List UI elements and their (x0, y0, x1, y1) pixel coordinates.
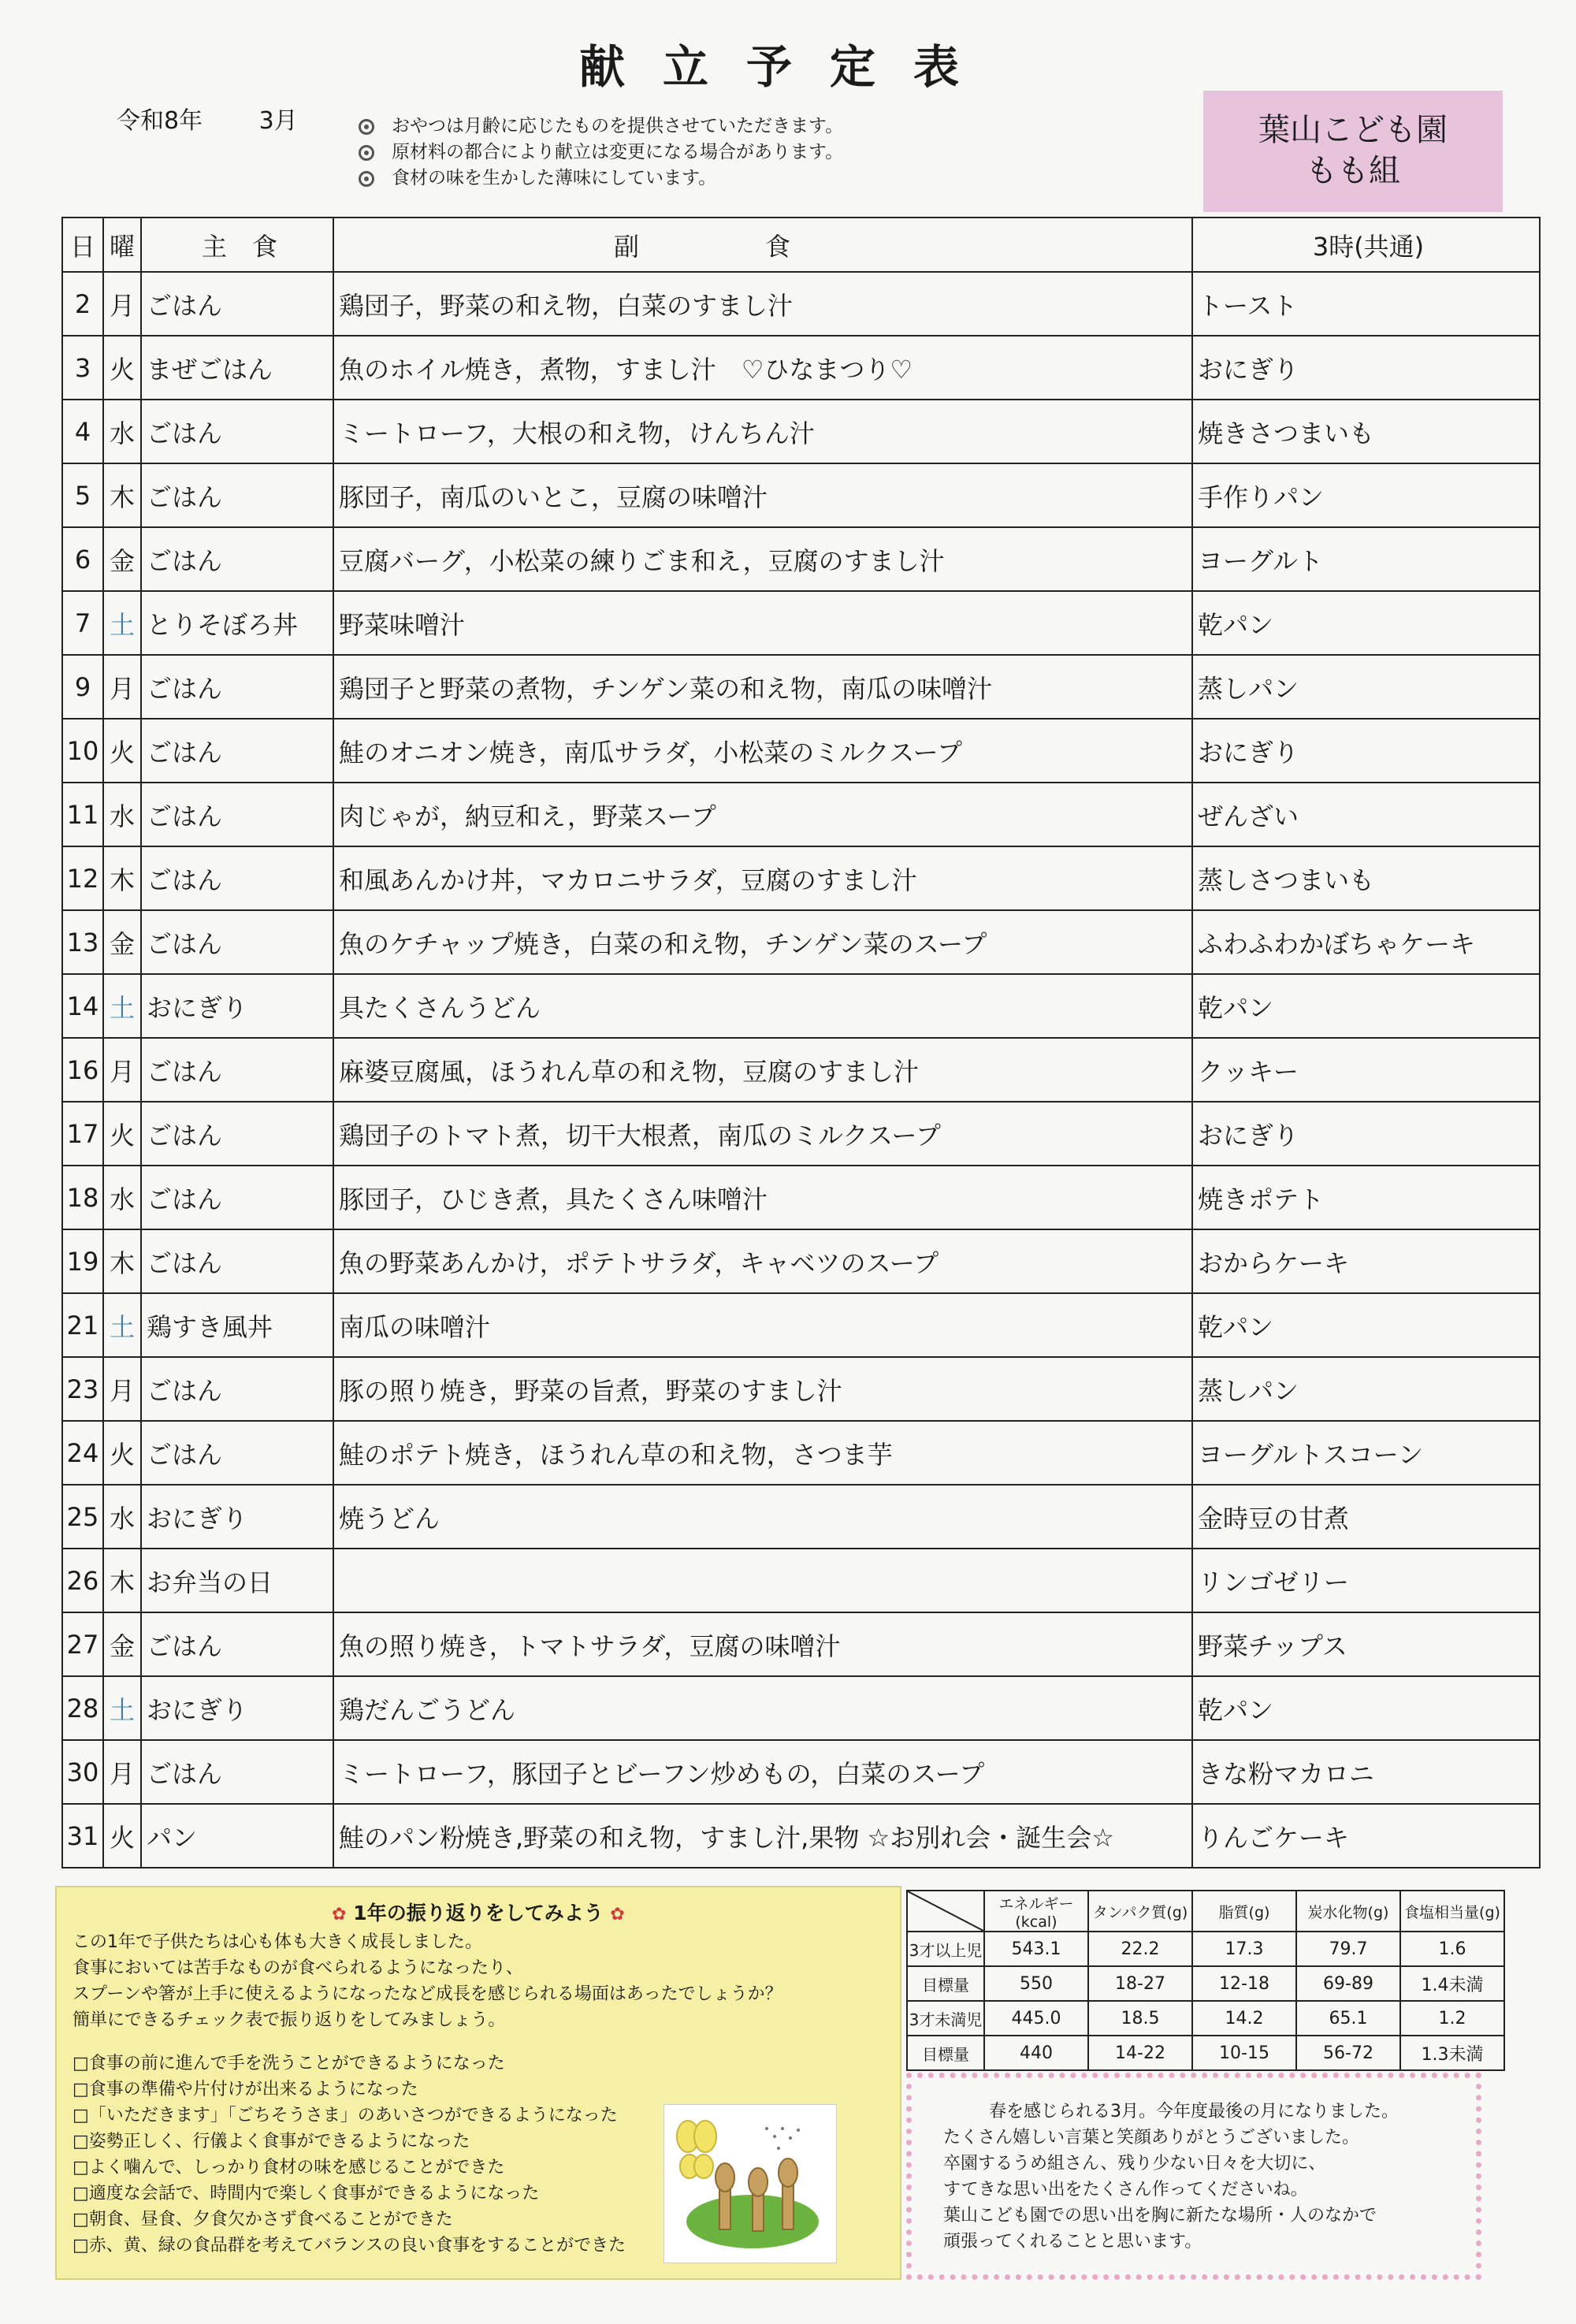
menu-snack: きな粉マカロニ (1192, 1740, 1540, 1804)
nutrition-row (907, 1966, 1504, 2001)
header-side: 副食 (333, 218, 1192, 272)
menu-row (62, 591, 1540, 655)
era-year: 令和8年 (117, 107, 203, 135)
menu-day: 25 (62, 1485, 103, 1549)
nutrition-row-label: 目標量 (907, 1966, 984, 2001)
menu-weekday: 木 (103, 846, 141, 910)
checklist-item: □姿勢正しく、行儀よく食事ができるようになった (72, 2132, 470, 2151)
menu-main: ごはん (141, 783, 333, 846)
menu-side: 魚の照り焼き，トマトサラダ，豆腐の味噌汁 (333, 1612, 1192, 1676)
menu-side: 豚の照り焼き，野菜の旨煮，野菜のすまし汁 (333, 1357, 1192, 1421)
nutrition-header: エネルギー(kcal) (984, 1891, 1088, 1932)
menu-main: おにぎり (141, 974, 333, 1038)
menu-row (62, 1676, 1540, 1740)
nutrition-value: 22.2 (1088, 1932, 1192, 1966)
menu-row (62, 527, 1540, 591)
menu-day: 27 (62, 1612, 103, 1676)
bullet-icon (359, 119, 374, 135)
nutrition-header: 脂質(g) (1192, 1891, 1296, 1932)
menu-row (62, 1740, 1540, 1804)
nutrition-value: 12-18 (1192, 1966, 1296, 2001)
menu-weekday: 木 (103, 1229, 141, 1293)
month: 3月 (258, 107, 298, 135)
menu-side: 鮭のオニオン焼き，南瓜サラダ，小松菜のミルクスープ (333, 719, 1192, 783)
menu-side (333, 1549, 1192, 1612)
menu-weekday: 金 (103, 1612, 141, 1676)
menu-row (62, 1549, 1540, 1612)
menu-weekday: 土 (103, 1676, 141, 1740)
menu-day: 21 (62, 1293, 103, 1357)
menu-snack: 焼きさつまいも (1192, 400, 1540, 463)
nutrition-value: 1.4未満 (1400, 1966, 1504, 2001)
nutrition-header: 炭水化物(g) (1296, 1891, 1400, 1932)
menu-day: 26 (62, 1549, 103, 1612)
nutrition-header-row (907, 1891, 1504, 1932)
horsetail-illustration (663, 2104, 837, 2263)
menu-row (62, 1421, 1540, 1485)
menu-snack: クッキー (1192, 1038, 1540, 1102)
menu-day: 13 (62, 910, 103, 974)
menu-main: ごはん (141, 400, 333, 463)
menu-side: 鮭のポテト焼き，ほうれん草の和え物，さつま芋 (333, 1421, 1192, 1485)
menu-day: 3 (62, 336, 103, 400)
menu-snack: りんごケーキ (1192, 1804, 1540, 1868)
menu-main: ごはん (141, 463, 333, 527)
menu-day: 16 (62, 1038, 103, 1102)
menu-day: 19 (62, 1229, 103, 1293)
menu-day: 9 (62, 655, 103, 719)
menu-main: パン (141, 1804, 333, 1868)
message-line: 頑張ってくれることと思います。 (943, 2232, 1202, 2251)
diagonal-line-icon (908, 1891, 983, 1931)
menu-weekday: 金 (103, 527, 141, 591)
menu-row (62, 272, 1540, 336)
menu-snack: おにぎり (1192, 336, 1540, 400)
nutrition-value: 56-72 (1296, 2036, 1400, 2070)
menu-row (62, 1229, 1540, 1293)
menu-day: 7 (62, 591, 103, 655)
header-weekday: 曜 (103, 218, 141, 272)
menu-weekday: 金 (103, 910, 141, 974)
message-line: 葉山こども園での思い出を胸に新たな場所・人のなかで (943, 2206, 1377, 2225)
menu-day: 23 (62, 1357, 103, 1421)
nutrition-value: 18-27 (1088, 1966, 1192, 2001)
menu-main: ごはん (141, 1229, 333, 1293)
menu-main: とりそぼろ丼 (141, 591, 333, 655)
menu-day: 18 (62, 1166, 103, 1229)
menu-row (62, 1038, 1540, 1102)
menu-table (61, 217, 1541, 1868)
menu-day: 14 (62, 974, 103, 1038)
menu-weekday: 火 (103, 336, 141, 400)
menu-row (62, 974, 1540, 1038)
message-line: 春を感じられる3月。今年度最後の月になりました。 (989, 2102, 1399, 2121)
menu-side: 南瓜の味噌汁 (333, 1293, 1192, 1357)
nutrition-value: 445.0 (984, 2001, 1088, 2036)
menu-snack: ヨーグルトスコーン (1192, 1421, 1540, 1485)
nutrition-header: 食塩相当量(g) (1400, 1891, 1504, 1932)
menu-day: 31 (62, 1804, 103, 1868)
menu-snack: 蒸しパン (1192, 1357, 1540, 1421)
menu-side: 魚のケチャップ焼き，白菜の和え物，チンゲン菜のスープ (333, 910, 1192, 974)
menu-main: おにぎり (141, 1676, 333, 1740)
nutrition-value: 10-15 (1192, 2036, 1296, 2070)
menu-snack: 乾パン (1192, 1293, 1540, 1357)
menu-main: ごはん (141, 1421, 333, 1485)
nutrition-table (906, 1890, 1505, 2071)
class-name: もも組 (1306, 153, 1400, 189)
bullet-icon (359, 145, 374, 161)
message-line: 卒園するうめ組さん、残り少ない日々を大切に、 (943, 2154, 1326, 2173)
menu-header-row (62, 218, 1540, 272)
menu-row (62, 400, 1540, 463)
menu-side: 鮭のパン粉焼き,野菜の和え物，すまし汁,果物 ☆お別れ会・誕生会☆ (333, 1804, 1192, 1868)
menu-weekday: 火 (103, 1804, 141, 1868)
menu-snack: ふわふわかぼちゃケーキ (1192, 910, 1540, 974)
menu-weekday: 木 (103, 463, 141, 527)
menu-weekday: 月 (103, 1038, 141, 1102)
menu-side: 具たくさんうどん (333, 974, 1192, 1038)
message-line: すてきな思い出をたくさん作ってくださいね。 (943, 2180, 1308, 2199)
menu-row (62, 336, 1540, 400)
menu-weekday: 水 (103, 1166, 141, 1229)
menu-day: 11 (62, 783, 103, 846)
menu-side: 麻婆豆腐風，ほうれん草の和え物，豆腐のすまし汁 (333, 1038, 1192, 1102)
menu-snack: 焼きポテト (1192, 1166, 1540, 1229)
nutrition-row (907, 1932, 1504, 1966)
menu-weekday: 月 (103, 272, 141, 336)
menu-day: 5 (62, 463, 103, 527)
menu-weekday: 土 (103, 591, 141, 655)
menu-side: 鶏団子のトマト煮，切干大根煮，南瓜のミルクスープ (333, 1102, 1192, 1166)
menu-day: 17 (62, 1102, 103, 1166)
menu-main: ごはん (141, 1102, 333, 1166)
menu-snack: リンゴゼリー (1192, 1549, 1540, 1612)
menu-main: ごはん (141, 1740, 333, 1804)
menu-snack: 金時豆の甘煮 (1192, 1485, 1540, 1549)
menu-snack: 手作りパン (1192, 463, 1540, 527)
nutrition-value: 17.3 (1192, 1932, 1296, 1966)
menu-main: ごはん (141, 910, 333, 974)
menu-side: 和風あんかけ丼，マカロニサラダ，豆腐のすまし汁 (333, 846, 1192, 910)
menu-row (62, 1612, 1540, 1676)
menu-day: 12 (62, 846, 103, 910)
nutrition-row-label: 3才未満児 (907, 2001, 984, 2036)
nutrition-value: 1.6 (1400, 1932, 1504, 1966)
bullet-icon (359, 171, 374, 187)
menu-weekday: 月 (103, 1357, 141, 1421)
menu-row (62, 846, 1540, 910)
reflection-title: ✿ 1年の振り返りをしてみよう ✿ (332, 1902, 625, 1924)
menu-snack: ぜんざい (1192, 783, 1540, 846)
nutrition-value: 543.1 (984, 1932, 1088, 1966)
menu-weekday: 土 (103, 974, 141, 1038)
menu-side: 鶏団子と野菜の煮物，チンゲン菜の和え物，南瓜の味噌汁 (333, 655, 1192, 719)
menu-snack: おからケーキ (1192, 1229, 1540, 1293)
menu-side: ミートローフ，豚団子とビーフン炒めもの，白菜のスープ (333, 1740, 1192, 1804)
nutrition-value: 550 (984, 1966, 1088, 2001)
menu-main: 鶏すき風丼 (141, 1293, 333, 1357)
menu-snack: 乾パン (1192, 974, 1540, 1038)
menu-weekday: 火 (103, 1102, 141, 1166)
spring-illustration-icon (664, 2105, 836, 2263)
menu-snack: 蒸しパン (1192, 655, 1540, 719)
menu-weekday: 木 (103, 1549, 141, 1612)
nutrition-value: 14-22 (1088, 2036, 1192, 2070)
nutrition-row (907, 2036, 1504, 2070)
menu-weekday: 火 (103, 719, 141, 783)
menu-weekday: 水 (103, 1485, 141, 1549)
menu-body (62, 272, 1540, 1868)
menu-snack: 野菜チップス (1192, 1612, 1540, 1676)
notes-list (359, 113, 843, 191)
checklist-item: □よく噛んで、しっかり食材の味を感じることができた (72, 2158, 505, 2177)
menu-side: 魚の野菜あんかけ，ポテトサラダ，キャベツのスープ (333, 1229, 1192, 1293)
menu-weekday: 月 (103, 655, 141, 719)
note-item: 原材料の都合により献立は変更になる場合があります。 (359, 139, 843, 165)
school-name: 葉山こども園 (1258, 112, 1448, 148)
nutrition-value: 440 (984, 2036, 1088, 2070)
menu-weekday: 水 (103, 783, 141, 846)
message-box (906, 2073, 1481, 2280)
menu-day: 24 (62, 1421, 103, 1485)
note-item: おやつは月齢に応じたものを提供させていただきます。 (359, 113, 843, 139)
nutrition-body (907, 1932, 1504, 2070)
checklist-item: □食事の準備や片付けが出来るようになった (72, 2080, 418, 2099)
checklist-item: □朝食、昼食、夕食欠かさず食べることができた (72, 2210, 453, 2229)
menu-main: ごはん (141, 527, 333, 591)
flower-icon: ✿ (332, 1905, 347, 1924)
nutrition-value: 1.2 (1400, 2001, 1504, 2036)
menu-weekday: 火 (103, 1421, 141, 1485)
menu-side: 魚のホイル焼き，煮物，すまし汁 ♡ひなまつり♡ (333, 336, 1192, 400)
menu-row (62, 1804, 1540, 1868)
menu-day: 2 (62, 272, 103, 336)
nutrition-corner (907, 1891, 984, 1932)
menu-snack: 乾パン (1192, 1676, 1540, 1740)
flower-icon: ✿ (610, 1905, 625, 1924)
menu-main: まぜごはん (141, 336, 333, 400)
menu-main: ごはん (141, 655, 333, 719)
menu-snack: おにぎり (1192, 719, 1540, 783)
header-day: 日 (62, 218, 103, 272)
message-line: たくさん嬉しい言葉と笑顔ありがとうございました。 (943, 2128, 1360, 2147)
menu-snack: ヨーグルト (1192, 527, 1540, 591)
menu-side: ミートローフ，大根の和え物，けんちん汁 (333, 400, 1192, 463)
menu-row (62, 1485, 1540, 1549)
menu-weekday: 土 (103, 1293, 141, 1357)
menu-side: 野菜味噌汁 (333, 591, 1192, 655)
menu-main: ごはん (141, 272, 333, 336)
menu-day: 30 (62, 1740, 103, 1804)
menu-row (62, 463, 1540, 527)
menu-snack: 乾パン (1192, 591, 1540, 655)
nutrition-value: 18.5 (1088, 2001, 1192, 2036)
menu-side: 焼うどん (333, 1485, 1192, 1549)
menu-row (62, 1357, 1540, 1421)
menu-main: ごはん (141, 846, 333, 910)
menu-main: ごはん (141, 719, 333, 783)
menu-main: ごはん (141, 1612, 333, 1676)
header-snack: 3時(共通) (1192, 218, 1540, 272)
nutrition-row (907, 2001, 1504, 2036)
menu-row (62, 1293, 1540, 1357)
menu-snack: おにぎり (1192, 1102, 1540, 1166)
school-badge (1203, 91, 1503, 212)
menu-snack: 蒸しさつまいも (1192, 846, 1540, 910)
menu-row (62, 910, 1540, 974)
nutrition-value: 69-89 (1296, 1966, 1400, 2001)
menu-day: 28 (62, 1676, 103, 1740)
menu-row (62, 783, 1540, 846)
menu-weekday: 月 (103, 1740, 141, 1804)
checklist-item: □赤、黄、緑の食品群を考えてバランスの良い食事をすることができた (72, 2236, 626, 2255)
menu-side: 豆腐バーグ，小松菜の練りごま和え，豆腐のすまし汁 (333, 527, 1192, 591)
menu-side: 肉じゃが，納豆和え，野菜スープ (333, 783, 1192, 846)
menu-side: 豚団子，南瓜のいとこ，豆腐の味噌汁 (333, 463, 1192, 527)
menu-row (62, 1166, 1540, 1229)
menu-snack: トースト (1192, 272, 1540, 336)
checklist-item: □適度な会話で、時間内で楽しく食事ができるようになった (72, 2184, 540, 2203)
menu-main: ごはん (141, 1038, 333, 1102)
nutrition-value: 79.7 (1296, 1932, 1400, 1966)
reflection-intro: この1年で子供たちは心も体も大きく成長しました。 食事においては苦手なものが食べられるようになったり、 スプーンや箸が上手に使えるようになったなど成長を感じられる場面はあったでしょうか？ 簡単にできるチェック表で振り返りをしてみましょう。 (72, 1932, 782, 2030)
menu-side: 鶏団子，野菜の和え物，白菜のすまし汁 (333, 272, 1192, 336)
menu-main: ごはん (141, 1357, 333, 1421)
menu-date (117, 101, 347, 136)
menu-row (62, 1102, 1540, 1166)
menu-main: お弁当の日 (141, 1549, 333, 1612)
nutrition-row-label: 目標量 (907, 2036, 984, 2070)
menu-row (62, 655, 1540, 719)
page-title: 献立予定表 (578, 40, 997, 94)
menu-day: 6 (62, 527, 103, 591)
nutrition-value: 14.2 (1192, 2001, 1296, 2036)
menu-weekday: 水 (103, 400, 141, 463)
menu-side: 豚団子，ひじき煮，具たくさん味噌汁 (333, 1166, 1192, 1229)
menu-main: ごはん (141, 1166, 333, 1229)
menu-row (62, 719, 1540, 783)
header-main: 主 食 (141, 218, 333, 272)
nutrition-row-label: 3才以上児 (907, 1932, 984, 1966)
menu-side: 鶏だんごうどん (333, 1676, 1192, 1740)
nutrition-value: 1.3未満 (1400, 2036, 1504, 2070)
menu-day: 4 (62, 400, 103, 463)
checklist-item: □食事の前に進んで手を洗うことができるようになった (72, 2054, 505, 2073)
nutrition-value: 65.1 (1296, 2001, 1400, 2036)
nutrition-header: タンパク質(g) (1088, 1891, 1192, 1932)
note-item: 食材の味を生かした薄味にしています。 (359, 165, 843, 191)
menu-day: 10 (62, 719, 103, 783)
menu-main: おにぎり (141, 1485, 333, 1549)
checklist-item: □「いただきます」「ごちそうさま」のあいさつができるようになった (72, 2106, 618, 2125)
